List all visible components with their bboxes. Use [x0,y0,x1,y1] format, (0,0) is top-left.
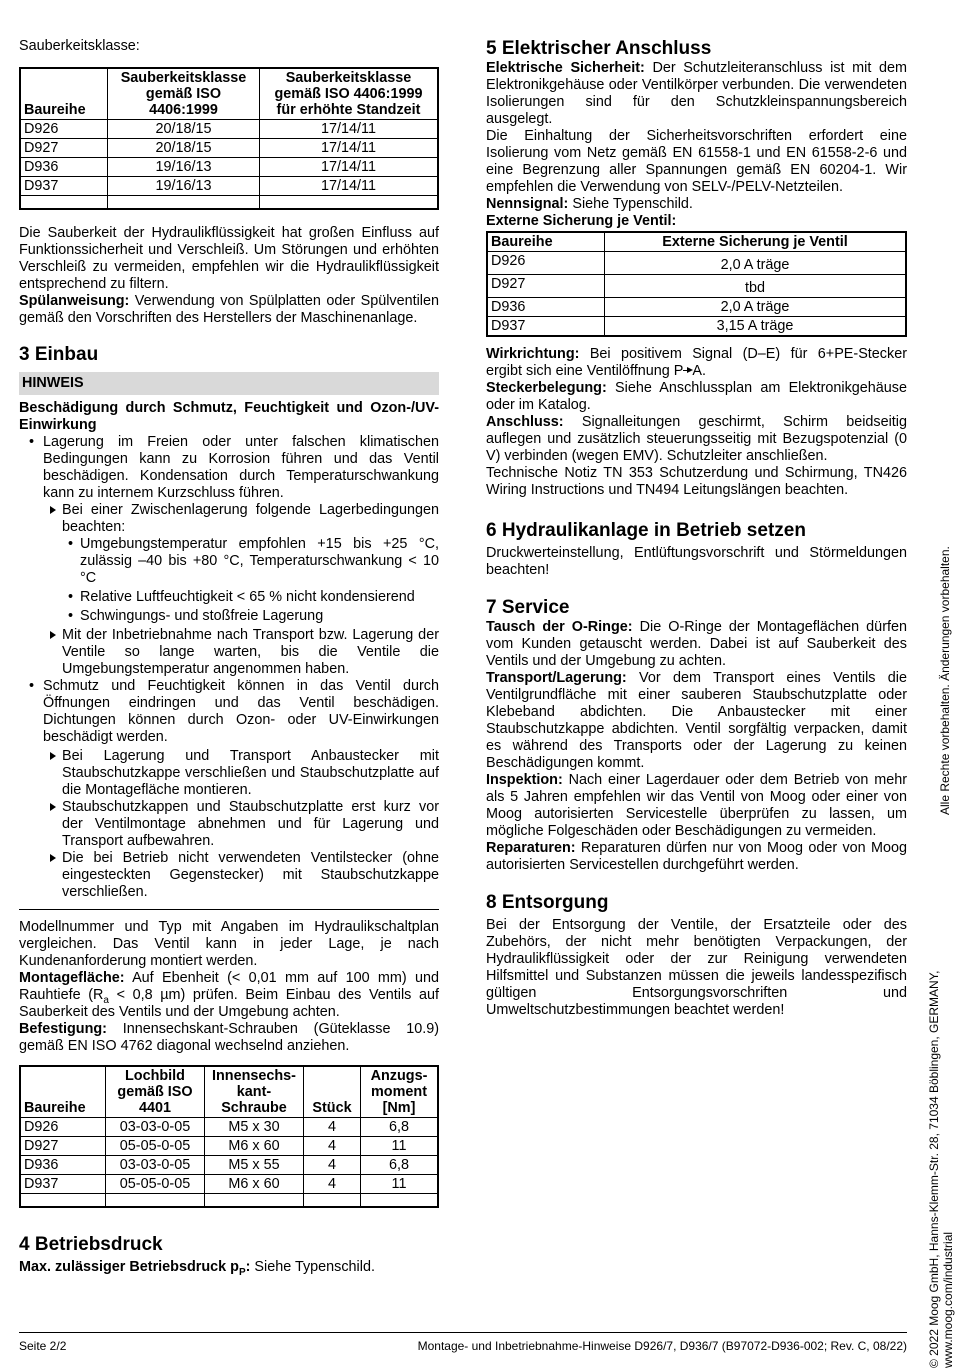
left-column [19,38,439,1276]
paragraph: Steckerbelegung: Siehe Anschlussplan am Elektronikgehäuse oder im Katalog. [486,380,907,413]
table-cell: 3,15 A träge [605,317,907,337]
rights-notice: Alle Rechte vorbehalten. Änderungen vorbehalten. [938,546,952,815]
table-row [20,120,438,139]
page-footer [19,1332,907,1353]
paragraph: Max. zulässiger Betriebsdruck $p_P$: Siehe Typenschild. [19,1259,375,1278]
list-item: • Umgebungstemperatur empfohlen +15 bis +25 °C, zulässig –40 bis +80 °C, Temperaturschwankung < 10 °C [19,536,439,587]
table-header: Baureihe [20,68,108,120]
table-cell: D926 [20,1118,106,1137]
paragraph: Die Sauberkeit der Hydraulikflüssigkeit hat großen Einfluss auf Funktionssicherheit und Verschleiß. Um Störungen und erhöhten Verschleiß zu vermeiden, empfehlen wir die Hydraulikflüssigkeit entsprechend zu filtern. [19,225,439,292]
table-cell: 4 [304,1156,361,1175]
cleanliness-label: Sauberkeitsklasse: [19,38,140,54]
table-row [487,252,906,275]
paragraph: Anschluss: Signalleitungen geschirmt, Schirm beidseitig auflegen und zusätzlich steuerungsseitig mit Bezugspotenzial (0 V) verbinden (wegen EMV). Schutzleiter anschließen. [486,414,907,464]
table-cell: 2,0 A träge [605,298,907,317]
table-cell: 6,8 [361,1156,439,1175]
document-reference: Montage- und Inbetriebnahme-Hinweise D926/7, D936/7 (B97072-D936-002; Rev. C, 08/22) [417,1339,907,1353]
table-row [20,1137,438,1156]
paragraph: Montagefläche: Auf Ebenheit (< 0,01 mm auf 100 mm) und Rauhtiefe ($R_a < 0,8$ µm) prüfen. Beim Einbau des Ventils auf Sauberkeit des Ventils und der Umgebung achten. [19,970,439,1020]
list-item: Staubschutzkappen und Staubschutzplatte erst kurz vor der Ventilmontage abnehmen und für Lagerung und Transport aufbewahren. [19,799,439,850]
table-cell: 4 [304,1175,361,1194]
table-header: Stück [304,1066,361,1118]
divider [19,909,439,1055]
table-row [20,1118,438,1137]
table-header: Externe Sicherung je Ventil [605,232,907,252]
table-cell: D927 [487,275,605,298]
list-item: • Schmutz und Feuchtigkeit können in das Ventil durch Öffnungen eindringen und das Ventil beschädigen. Dichtungen können durch Ozon- oder UV-Einwirkungen beschädigt werden. [19,678,439,746]
paragraph: Inspektion: Nach einer Lagerdauer oder dem Betrieb von mehr als 5 Jahren empfehlen wir das Ventil von Moog oder einer von Moog autorisierten Servicestelle überprüfen zu lassen, um mögliche Folgeschäden oder Beschädigungen zu vermeiden. [486,772,907,839]
copyright-notice: © 2022 Moog GmbH, Hanns-Klemm-Str. 28, 71034 Böblingen, GERMANY, www.moog.com/industrial [927,970,955,1368]
table-cell: D926 [487,252,605,275]
table-cell: D936 [20,158,108,177]
table-cell: 05-05-0-05 [106,1137,205,1156]
table-row [20,177,438,196]
table-header: Sauberkeitsklasse gemäß ISO 4406:1999 [108,68,260,120]
table-row [20,139,438,158]
table-cell: 11 [361,1175,439,1194]
table-cell: 4 [304,1137,361,1156]
list-item: Mit der Inbetriebnahme nach Transport bzw. Lagerung der Ventile so lange warten, bis die Ventile die Umgebungstemperatur angenommen haben. [19,627,439,678]
fuse-table [486,231,907,337]
table-cell: 05-05-0-05 [106,1175,205,1194]
table-cell: M5 x 30 [205,1118,304,1137]
paragraph: Elektrische Sicherheit: Der Schutzleiteranschluss ist mit dem Elektronikgehäuse oder Ventilkörper verbunden. Die verwendeten Isolierungen sind für den Schutzkleinspannungsbereich ausgelegt. [486,60,907,127]
table-cell: 19/16/13 [108,158,260,177]
cleanliness-table [19,67,439,210]
table-header: Baureihe [487,232,605,252]
paragraph: Die Einhaltung der Sicherheitsvorschriften erfordert eine Isolierung vom Netz gemäß EN 61558-1 und EN 61558-2-6 und eine Begrenzung aller Spannungen gemäß EN 60204-1. Wir empfehlen die Verwendung von SELV-/PELV-Netzteilen. [486,128,907,195]
paragraph: Befestigung: Innensechskant-Schrauben (Güteklasse 10.9) gemäß EN ISO 4762 diagonal wechselnd anziehen. [19,1021,439,1054]
table-cell: 20/18/15 [108,139,260,158]
table-cell: D927 [20,139,108,158]
table-header: Innensechs-kant-Schraube [205,1066,304,1118]
list-item: Die bei Betrieb nicht verwendeten Ventilstecker (ohne eingesteckten Gegenstecker) mit Staubschutzkappe verschließen. [19,850,439,901]
table-row [487,317,906,337]
table-row [487,298,906,317]
table-cell: D936 [20,1156,106,1175]
notice-label: HINWEIS [19,372,439,395]
table-cell: D937 [20,1175,106,1194]
page-number: Seite 2/2 [19,1339,67,1353]
table-header: Sauberkeitsklasse gemäß ISO 4406:1999 für erhöhte Standzeit [260,68,439,120]
list-item: • Schwingungs- und stoßfreie Lagerung [19,608,439,625]
table-row [20,1175,438,1194]
list-item: Bei Lagerung und Transport Anbaustecker mit Staubschutzkappe verschließen und Staubschutzplatte auf die Montagefläche montieren. [19,748,439,799]
table-cell: M6 x 60 [205,1175,304,1194]
paragraph: Externe Sicherung je Ventil: [486,213,677,229]
paragraph: Wirkrichtung: Bei positivem Signal (D–E) für 6+PE-Stecker ergibt sich eine Ventilöffnung P A. [486,346,907,379]
section-heading: 8 Entsorgung [486,892,609,913]
table-cell: 4 [304,1118,361,1137]
table-cell: D937 [20,177,108,196]
list-item: Bei einer Zwischenlagerung folgende Lagerbedingungen beachten: [19,502,439,536]
list-item: • Relative Luftfeuchtigkeit < 65 % nicht kondensierend [19,589,439,606]
table-row [20,1156,438,1175]
section-heading: 7 Service [486,597,570,618]
table-cell: D927 [20,1137,106,1156]
paragraph: Transport/Lagerung: Vor dem Transport eines Ventils die Ventilgrundfläche mit einer sauberen Staubschutzplatte oder Klebeband abdichten. Die Anbaustecker mit einer Staubschutzkappe abdichten. Ventil sorgfältig verpacken, damit es während des Transports oder der Lagerung zu keinen Beschädigungen kommt. [486,670,907,771]
section-heading: 5 Elektrischer Anschluss [486,38,712,59]
paragraph: Bei der Entsorgung der Ventile, der Ersatzteile oder des Zubehörs, der nicht mehr benötigten Verpackungen, der Hydraulikflüssigkeit oder der zur Reinigung verwendeten Hilfsmittel und Substanzen müssen die jeweils landesspezifisch gültigen Entsorgungsvorschriften und Umweltschutzbestimmungen beachtet werden! [486,917,907,1018]
table-cell: D936 [487,298,605,317]
table-cell: 17/14/11 [260,139,439,158]
paragraph: Technische Notiz TN 353 Schutzerdung und Schirmung, TN426 Wiring Instructions und TN494 Leitungslängen beachten. [486,465,907,498]
section-heading: 6 Hydraulikanlage in Betrieb setzen [486,520,806,541]
right-column [486,38,907,1019]
table-cell: D926 [20,120,108,139]
section-heading: 4 Betriebsdruck [19,1234,163,1255]
paragraph: Spülanweisung: Verwendung von Spülplatten oder Spülventilen gemäß den Vorschriften des Herstellers der Maschinenanlage. [19,293,439,326]
paragraph: Reparaturen: Reparaturen dürfen nur von Moog oder von Moog autorisierten Servicestellen durchgeführt werden. [486,840,907,873]
table-row [20,158,438,177]
table-cell: D937 [487,317,605,337]
paragraph: Nennsignal: Siehe Typenschild. [486,196,693,212]
arrow-right-icon [683,366,692,375]
paragraph: Druckwerteinstellung, Entlüftungsvorschrift und Störmeldungen beachten! [486,545,907,578]
table-cell: tbd [605,275,907,298]
table-cell: M5 x 55 [205,1156,304,1175]
table-cell: 20/18/15 [108,120,260,139]
table-cell: 17/14/11 [260,177,439,196]
mounting-table [19,1065,439,1208]
table-cell: 03-03-0-05 [106,1118,205,1137]
table-cell: M6 x 60 [205,1137,304,1156]
list-item: • Lagerung im Freien oder unter falschen klimatischen Bedingungen kann zu Korrosion führen und das Ventil beschädigen. Kondensation durch Temperaturschwankung kann zu internem Kurzschluss führen. [19,434,439,502]
table-header: Lochbild gemäß ISO 4401 [106,1066,205,1118]
table-cell: 6,8 [361,1118,439,1137]
section-heading: 3 Einbau [19,344,99,365]
table-header: Baureihe [20,1066,106,1118]
table-cell: 03-03-0-05 [106,1156,205,1175]
table-cell: 17/14/11 [260,158,439,177]
paragraph: Tausch der O-Ringe: Die O-Ringe der Montageflächen dürfen vom Kunden getauscht werden. Dabei ist auf Sauberkeit des Ventils und der Umgebung zu achten. [486,619,907,669]
table-cell: 19/16/13 [108,177,260,196]
table-cell: 17/14/11 [260,120,439,139]
notice-title: Beschädigung durch Schmutz, Feuchtigkeit und Ozon-/UV-Einwirkung [19,400,439,433]
table-header: Anzugs-moment [Nm] [361,1066,439,1118]
table-cell: 2,0 A träge [605,252,907,275]
paragraph: Modellnummer und Typ mit Angaben im Hydraulikschaltplan vergleichen. Das Ventil kann in jeder Lage, je nach Kundenanforderung montiert werden. [19,919,439,969]
table-row [487,275,906,298]
table-cell: 11 [361,1137,439,1156]
